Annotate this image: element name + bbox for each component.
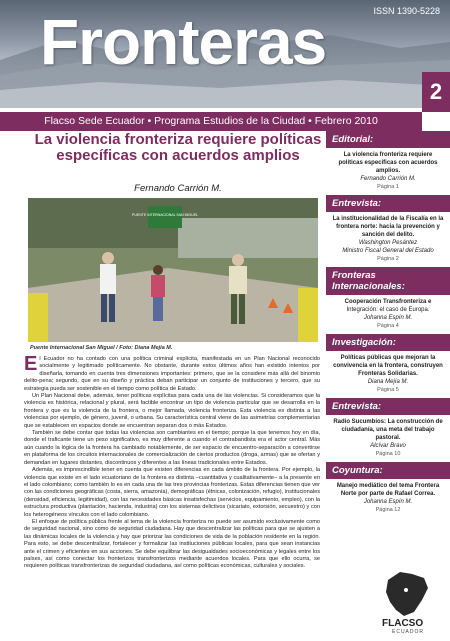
paragraph-1: El Ecuador no ha contado con una política criminal explícita, manifestada en un Plan Nacional reconocido socialmente y legitimado políticamente. No obstante, durante estos últimos años han existido intentos por diseñarla, tomando en cuenta tres dimensiones importantes: primero, que se la considere más allá del binomio delito-pena; segundo, que en su diseño y práctica deban participar un conjunto de instituciones y tercero, que su estrategia pueda ser sostenible en el tiempo como política de Estado.	[24, 353, 320, 392]
toc-section-heading: Investigación:	[326, 334, 450, 351]
bridge-sign: PUENTE INTERNACIONAL SAN MIGUEL	[132, 213, 198, 217]
toc-line: Johanna Espín M.	[363, 499, 413, 505]
toc-section-heading: Entrevista:	[326, 398, 450, 415]
photo-illustration	[28, 198, 318, 342]
toc-page-ref: Página 1	[377, 184, 399, 190]
ecuador-map-icon	[378, 566, 434, 622]
toc-section-body	[326, 148, 450, 195]
toc-line: Alcívar Bravo	[370, 443, 406, 449]
issn-label: ISSN 1390-5228	[373, 6, 440, 16]
paragraph-3: También se debe contar que todas las violencias son cambiantes en el tiempo; porque la que tenemos hoy en día, donde el traficante tiene un peso significativo, es muy diferente a cuando el contrabandista era el actor central. Más aún cuando la lógica de la frontera ha cambiado notablemente, de ser espacio de encuentro-separación a convertirse en plataforma de los circuitos internacionales de comercialización de ciertos productos (droga, armas) que se ofertan y demandan en lugares distantes, discontinuos y diferentes a las líneas tradicionales entre Estados.	[24, 430, 320, 466]
brand-title: Fronteras	[40, 6, 327, 78]
toc-line: Fernando Carrión M.	[360, 176, 416, 182]
toc-section-heading: Coyuntura:	[326, 462, 450, 479]
toc-section-body	[326, 415, 450, 462]
toc-section-body	[326, 351, 450, 398]
table-of-contents-sidebar	[326, 131, 450, 641]
flacso-logo: FLACSO	[382, 618, 424, 629]
article-body	[24, 353, 320, 571]
toc-page-ref: Página 12	[375, 507, 401, 513]
toc-line: Cooperación Transfronteriza e	[344, 299, 432, 305]
toc-line: Radio Sucumbíos: La construcción de ciudadanía, una meta del trabajo pastoral.	[333, 419, 443, 441]
article-headline: La violencia fronteriza requiere políticas específicas con acuerdos amplios	[34, 131, 322, 164]
toc-line: Diana Mejía M.	[367, 379, 409, 385]
toc-page-ref: Página 2	[377, 256, 399, 262]
photo-caption: Puente Internacional San Miguel / Foto: Diana Mejía M.	[30, 345, 173, 351]
paragraph-5: El enfoque de política pública frente al tema de la violencia fronteriza no puede ser asumido exclusivamente como de seguridad nacional, sino como de seguridad ciudadana. Hay que descentralizar las políticas para que se ajusten a las dinámicas locales de la violencia y hay que priorizar las condiciones de vida de la población residente en la región. Para esto, se debe descentralizar, fortalecer y formalizar las instituciones públicas locales, para que sean instancias ante el crimen y eficientes en sus acciones. Se debe equilibrar las desigualdades socioeconómicas y legales entre los países, así como conectar los fronterizos transfronterizos mediante acuerdos locales. Para que ello ocurra, se requieren políticas transfronterizas de seguridad ciudadana, así como políticas económicas, culturales y sociales.	[24, 518, 320, 570]
toc-page-ref: Página 4	[377, 323, 399, 329]
issue-number: 2	[422, 72, 450, 112]
toc-section-heading: Entrevista:	[326, 195, 450, 212]
toc-line: Políticas públicas que mejoran la convivencia en la frontera, construyen Fronteras Solidarias.	[333, 355, 443, 377]
border-bridge-photo	[28, 198, 318, 342]
toc-section-heading: Fronteras Internacionales:	[326, 267, 450, 295]
toc-page-ref: Página 5	[377, 387, 399, 393]
toc-line: La violencia fronteriza requiere políticas específicas con acuerdos amplios.	[338, 152, 438, 174]
paragraph-2: Un Plan Nacional debe, además, tener políticas explícitas para cada una de las violencias. Si consideramos que la violencia es histórica, relacional y plural, será factible encontrar un tipo de violencia particular que se desarrolla en la frontera y que es la violencia de la frontera, o mejor llamada, violencia fronteriza. Esta violencia es distinta a las violencias por ejemplo, de género, juvenil, o urbana. Su característica central viene de las asimetrías complementarias que se establecen en espacios donde se encuentran separan dos o más Estados.	[24, 393, 320, 429]
toc-section-body	[326, 212, 450, 267]
toc-line: La institucionalidad de la Fiscalía en la frontera norte: hacia la prevención y sanción del delito.	[332, 216, 444, 238]
toc-page-ref: Página 10	[375, 451, 401, 457]
subtitle-bar: Flacso Sede Ecuador • Programa Estudios de la Ciudad • Febrero 2010	[0, 112, 422, 131]
masthead	[0, 0, 450, 108]
toc-line: Ministro Fiscal General del Estado	[342, 248, 434, 254]
toc-section-body	[326, 295, 450, 334]
paragraph-4: Además, es imprescindible tener en cuenta que existen diferencias en cada ámbito de la frontera. Por ejemplo, la violencia que existe en el lado ecuatoriano de la frontera es distinta –cuantitativa y cualitativamente– a la presente en el lado colombiano; como también lo es en cada una de las tres provincias fronterizas. Estas diferencias tienen que ver con las condiciones geográficas (costa, sierra, amazonía), demográficas (étnicas, colonización, refugio), institucionales (densidad, eficiencia, legitimidad), con las necesidades básicas insatisfechas (servicios, equipamiento, empleo), con la estructura productiva (plantación, hacienda, industria) con los sistemas delictivos (sicariato, extorsión, secuestro) y con los heterogéneos vínculos con el lado colombiano.	[24, 467, 320, 518]
toc-line: Washington Pesántez	[358, 240, 418, 246]
toc-line: Johanna Espín M.	[363, 315, 413, 321]
toc-line: Integración: el caso de Europa.	[346, 307, 430, 313]
flacso-logo-sub: ECUADOR	[392, 629, 425, 635]
toc-line: Manejo mediático del tema Frontera Norte por parte de Rafael Correa.	[336, 483, 440, 497]
toc-section-body	[326, 479, 450, 518]
toc-section-heading: Editorial:	[326, 131, 450, 148]
article-byline: Fernando Carrión M.	[134, 183, 222, 194]
drop-cap: E	[24, 353, 38, 375]
